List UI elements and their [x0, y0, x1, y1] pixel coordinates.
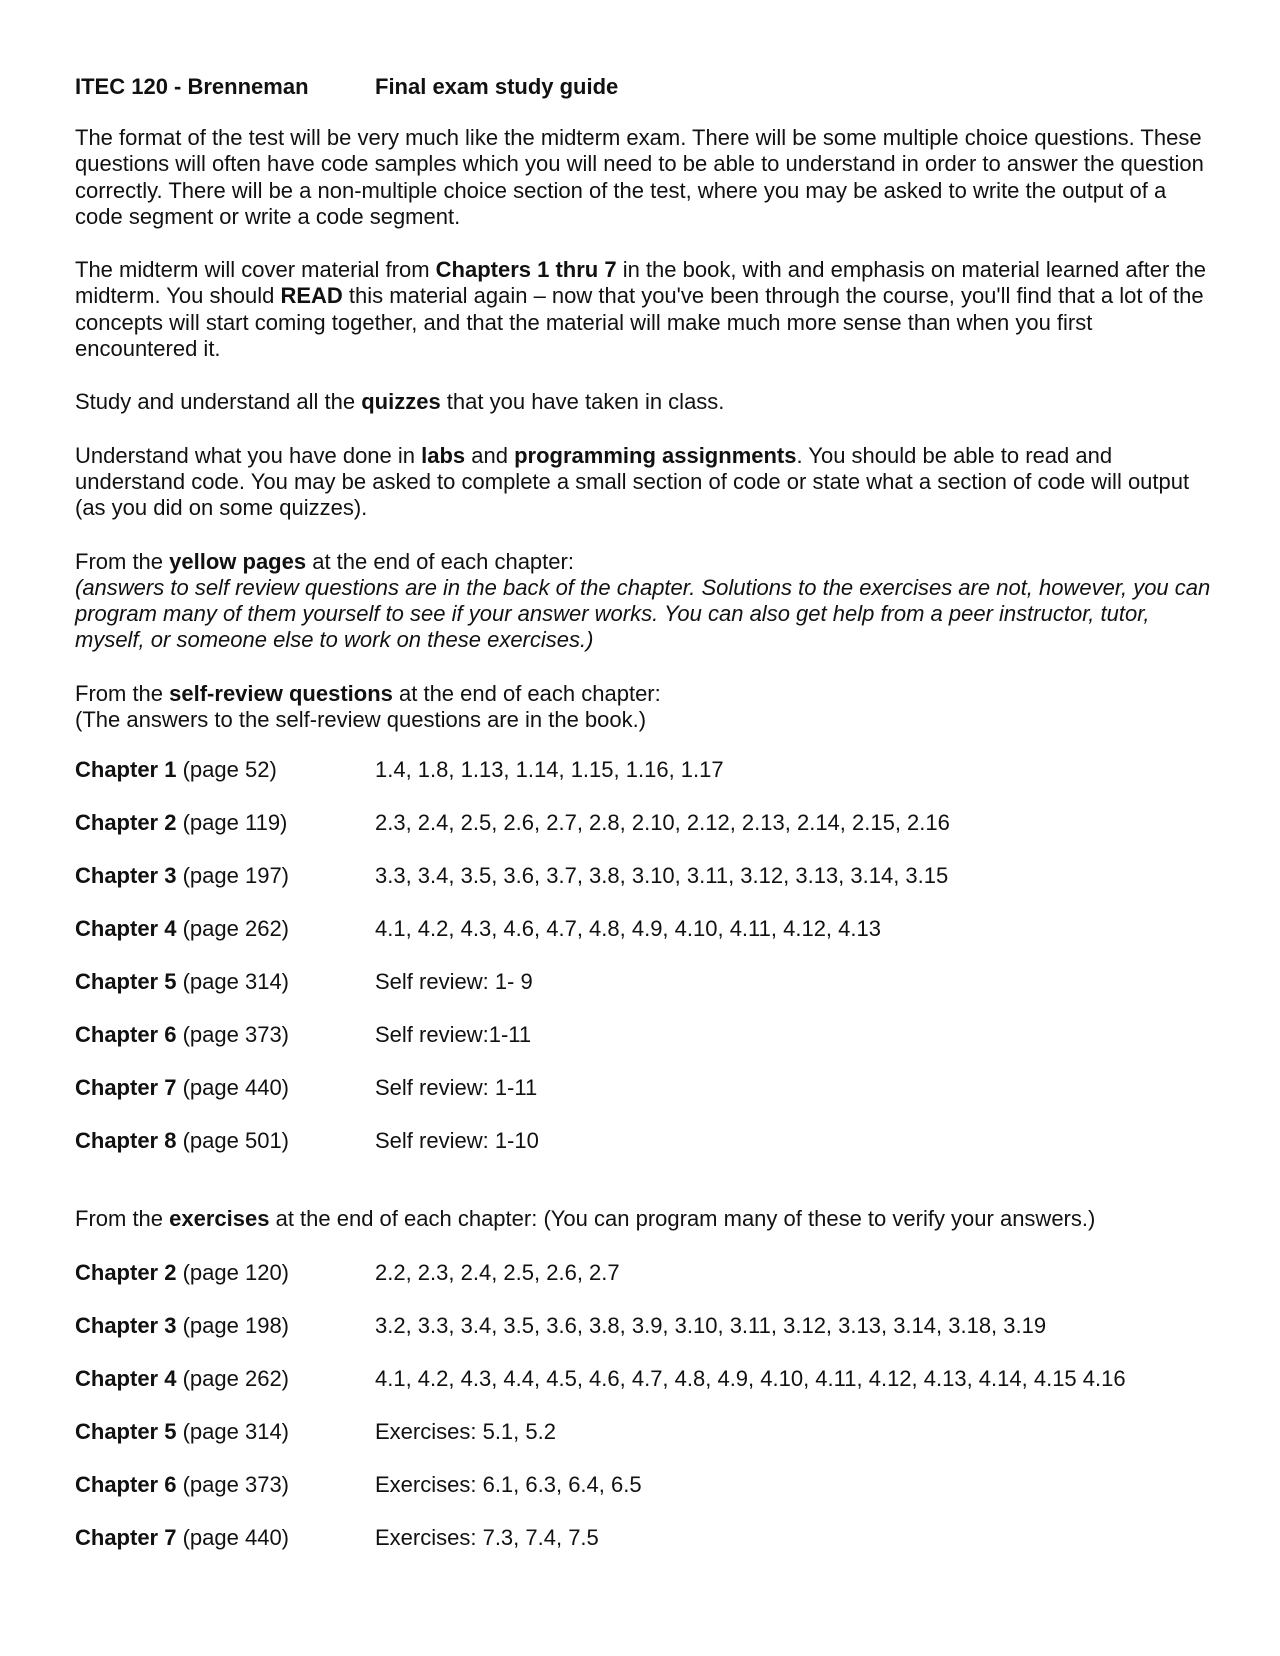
chapter-items: 2.3, 2.4, 2.5, 2.6, 2.7, 2.8, 2.10, 2.12, 2.13, 2.14, 2.15, 2.16	[375, 810, 950, 836]
chapter-page: (page 373)	[176, 1022, 290, 1048]
exercise-row	[75, 1525, 1215, 1551]
text-run: at the end of each chapter:	[306, 548, 574, 574]
self-review-line	[75, 681, 1215, 707]
chapter-page: (page 52)	[176, 757, 277, 783]
course-name: ITEC 120 - Brenneman	[75, 74, 309, 99]
bold-run: Chapters 1 thru 7	[435, 257, 617, 283]
bold-run: labs	[421, 442, 466, 468]
chapter-name: Chapter 4	[75, 1365, 177, 1391]
text-run: From the	[75, 1206, 170, 1232]
chapter-name: Chapter 5	[75, 969, 177, 995]
chapter-label	[75, 1419, 375, 1445]
chapter-label	[75, 1260, 375, 1286]
intro-paragraph-coverage	[75, 257, 1215, 362]
intro-paragraph-format: The format of the test will be very much like the midterm exam. There will be some multiple choice questions. These questions will often have code samples which you will need to be able to understand in order to answer the question correctly. There will be a non-multiple choice section of the test, where you may be asked to write the output of a code segment or write a code segment.	[75, 125, 1204, 229]
chapter-name: Chapter 4	[75, 916, 177, 942]
chapter-items: 4.1, 4.2, 4.3, 4.4, 4.5, 4.6, 4.7, 4.8, 4.9, 4.10, 4.11, 4.12, 4.13, 4.14, 4.15 4.16	[375, 1365, 1126, 1391]
chapter-label	[75, 863, 375, 889]
chapter-name: Chapter 1	[75, 757, 177, 783]
self-review-row	[75, 810, 1215, 836]
chapter-items: Self review:1-11	[375, 1022, 532, 1048]
document-title: Final exam study guide	[375, 74, 619, 99]
chapter-name: Chapter 6	[75, 1022, 177, 1048]
text-run: . You should be able to read and understand code. You may be asked to complete a small section of code or state what a section of code will output (as you did on some quizzes).	[75, 442, 1190, 521]
bold-run: READ	[280, 283, 343, 309]
self-review-row	[75, 863, 1215, 889]
chapter-page: (page 314)	[176, 1418, 290, 1444]
self-review-note: (The answers to the self-review questions are in the book.)	[75, 707, 647, 733]
chapter-items: Self review: 1-11	[375, 1075, 538, 1101]
chapter-items: Self review: 1- 9	[375, 969, 533, 995]
chapter-page: (page 440)	[176, 1075, 290, 1101]
chapter-page: (page 197)	[176, 863, 290, 889]
self-review-row	[75, 1075, 1215, 1101]
chapter-items: Exercises: 5.1, 5.2	[375, 1418, 556, 1444]
intro-paragraph-quizzes	[75, 389, 1215, 415]
chapter-label	[75, 757, 375, 783]
chapter-name: Chapter 7	[75, 1075, 177, 1101]
chapter-items: Exercises: 6.1, 6.3, 6.4, 6.5	[375, 1471, 642, 1497]
document-header	[75, 74, 1215, 100]
bold-run: self-review questions	[169, 680, 393, 706]
bold-run: exercises	[169, 1206, 270, 1232]
text-run: at the end of each chapter: (You can program many of these to verify your answers.)	[269, 1206, 1096, 1232]
chapter-label	[75, 1313, 375, 1339]
exercise-row	[75, 1366, 1215, 1392]
chapter-page: (page 119)	[176, 810, 288, 836]
chapter-name: Chapter 3	[75, 863, 177, 889]
exercise-row	[75, 1313, 1215, 1339]
chapter-label	[75, 916, 375, 942]
self-review-row	[75, 916, 1215, 942]
bold-run: quizzes	[361, 389, 441, 415]
chapter-items: Self review: 1-10	[375, 1128, 539, 1154]
text-run: this material again – now that you've been through the course, you'll find that a lot of the concepts will start coming together, and that the material will make much more sense than when you first encountered it.	[75, 283, 1204, 362]
text-run: and	[465, 442, 515, 468]
text-run: From the	[75, 680, 170, 706]
chapter-label	[75, 1022, 375, 1048]
chapter-page: (page 373)	[176, 1471, 290, 1497]
chapter-page: (page 314)	[176, 969, 290, 995]
chapter-label	[75, 810, 375, 836]
exercise-row	[75, 1419, 1215, 1445]
intro-paragraph-labs	[75, 443, 1215, 522]
self-review-list	[75, 757, 1215, 1154]
chapter-items: 4.1, 4.2, 4.3, 4.6, 4.7, 4.8, 4.9, 4.10, 4.11, 4.12, 4.13	[375, 916, 881, 942]
chapter-name: Chapter 2	[75, 1259, 177, 1285]
exercise-row	[75, 1472, 1215, 1498]
chapter-page: (page 501)	[176, 1128, 290, 1154]
chapter-page: (page 198)	[176, 1312, 290, 1338]
chapter-page: (page 262)	[176, 916, 290, 942]
bold-run: yellow pages	[169, 548, 307, 574]
chapter-label	[75, 1525, 375, 1551]
chapter-name: Chapter 7	[75, 1524, 177, 1550]
document-body	[75, 74, 1215, 1551]
self-review-row	[75, 1022, 1215, 1048]
chapter-label	[75, 1075, 375, 1101]
chapter-label	[75, 1366, 375, 1392]
exercise-row	[75, 1260, 1215, 1286]
self-review-row	[75, 1128, 1215, 1154]
yellow-pages-note: (answers to self review questions are in the back of the chapter. Solutions to the exercises are not, however, you can program many of them yourself to see if your answer works. You can also get help from a peer instructor, tutor, myself, or someone else to work on these exercises.)	[75, 574, 1211, 653]
chapter-items: 3.2, 3.3, 3.4, 3.5, 3.6, 3.8, 3.9, 3.10, 3.11, 3.12, 3.13, 3.14, 3.18, 3.19	[375, 1312, 1047, 1338]
chapter-name: Chapter 3	[75, 1312, 177, 1338]
text-run: at the end of each chapter:	[392, 680, 661, 706]
text-run: in the book, with and emphasis on material learned after the midterm. You should	[75, 257, 1207, 309]
chapter-label	[75, 969, 375, 995]
chapter-label	[75, 1128, 375, 1154]
chapter-items: 1.4, 1.8, 1.13, 1.14, 1.15, 1.16, 1.17	[375, 757, 724, 783]
text-run: Study and understand all the	[75, 389, 362, 415]
text-run: that you have taken in class.	[440, 389, 725, 415]
text-run: From the	[75, 548, 170, 574]
intro-paragraph-self-review	[75, 681, 1215, 734]
text-run: Understand what you have done in	[75, 442, 422, 468]
chapter-items: 3.3, 3.4, 3.5, 3.6, 3.7, 3.8, 3.10, 3.11, 3.12, 3.13, 3.14, 3.15	[375, 863, 949, 889]
chapter-label	[75, 1472, 375, 1498]
chapter-page: (page 440)	[176, 1524, 290, 1550]
chapter-name: Chapter 2	[75, 810, 177, 836]
self-review-row	[75, 757, 1215, 783]
chapter-name: Chapter 8	[75, 1128, 177, 1154]
chapter-name: Chapter 6	[75, 1471, 177, 1497]
self-review-row	[75, 969, 1215, 995]
intro-paragraph-yellow-pages	[75, 549, 1215, 654]
text-run: The midterm will cover material from	[75, 257, 436, 283]
chapter-items: 2.2, 2.3, 2.4, 2.5, 2.6, 2.7	[375, 1259, 620, 1285]
exercises-heading	[75, 1206, 1215, 1232]
bold-run: programming assignments	[514, 442, 797, 468]
exercises-list	[75, 1260, 1215, 1551]
chapter-name: Chapter 5	[75, 1418, 177, 1444]
chapter-page: (page 262)	[176, 1365, 290, 1391]
chapter-page: (page 120)	[176, 1259, 290, 1285]
yellow-pages-line	[75, 549, 1215, 575]
chapter-items: Exercises: 7.3, 7.4, 7.5	[375, 1524, 599, 1550]
